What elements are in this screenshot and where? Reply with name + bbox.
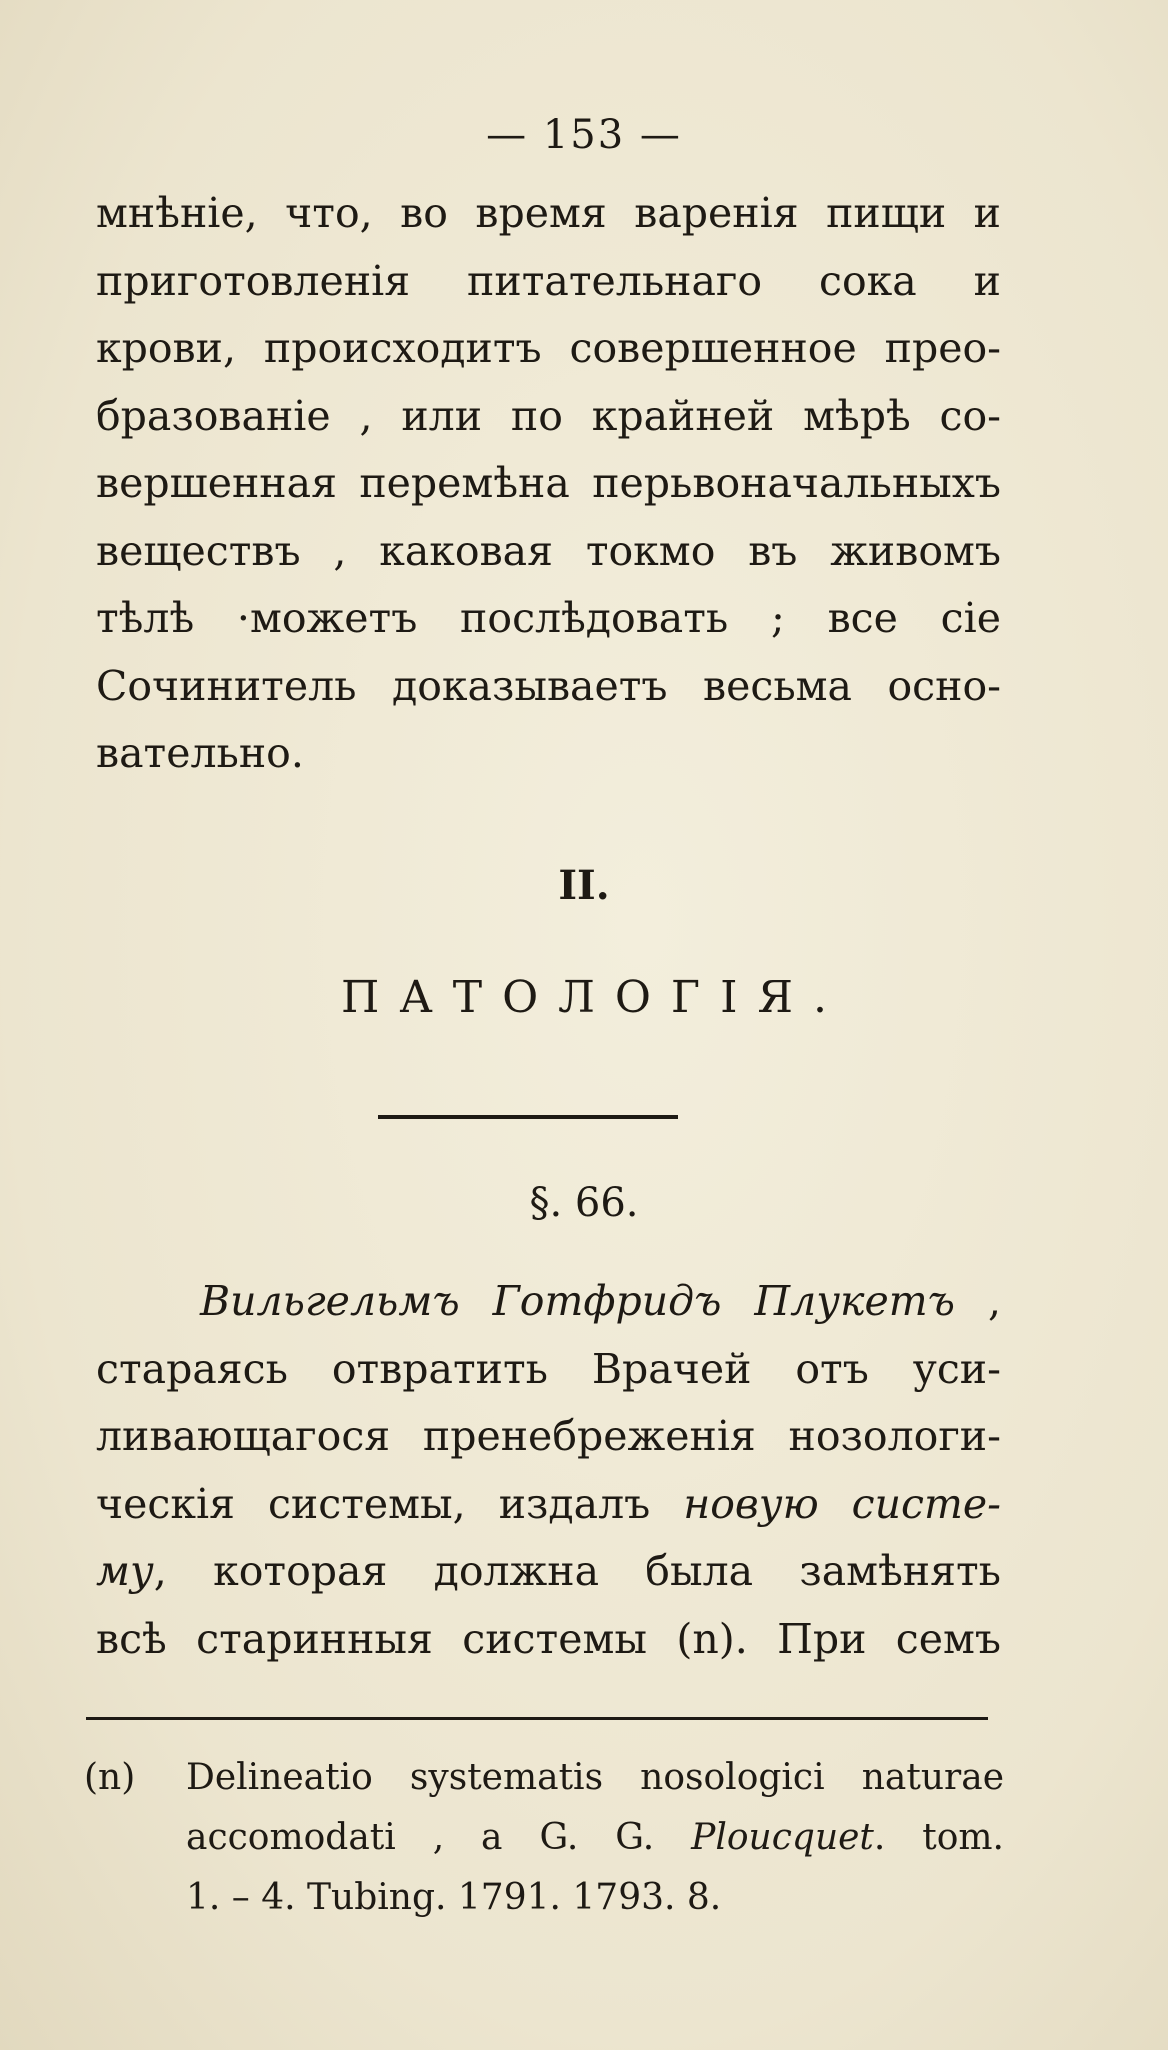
footnote-line: 1. – 4. Tubing. 1791. 1793. 8. (186, 1877, 722, 1918)
footnote-body (186, 1748, 1004, 1928)
paragraph-ploucquet (96, 1268, 1001, 1673)
text-line: ливающагося пренебреженія нозологи- (96, 1412, 1001, 1460)
footnote-line (186, 1808, 1004, 1868)
text-fragment: , которая должна была замѣнять (153, 1547, 1001, 1595)
footnote (84, 1748, 1004, 1928)
italic-fragment: му (96, 1547, 154, 1595)
text-line (96, 1471, 1001, 1539)
text-fragment: ческія системы, издалъ (96, 1479, 684, 1528)
text-line: крови, происходитъ совершенное прео- (96, 324, 1001, 372)
text-fragment: . tom. (873, 1817, 1004, 1858)
footnote-mark: (n) (84, 1757, 136, 1798)
text-line (96, 1538, 1001, 1606)
text-line (96, 1268, 1001, 1336)
section-number: II. (558, 862, 610, 909)
italic-fragment: новую систе- (683, 1479, 1002, 1528)
footnote-divider (86, 1717, 988, 1720)
author-name: Вильгельмъ Готфридъ Плукетъ (200, 1277, 955, 1325)
text-fragment: , (954, 1277, 1001, 1325)
text-line: Сочинитель доказываетъ весьма осно- (96, 661, 1001, 710)
text-line: вершенная перемѣна перьвоначальныхъ (96, 459, 1001, 507)
section-title: ПАТОЛОГІЯ. (341, 972, 847, 1023)
text-line: тѣлѣ ·можетъ послѣдовать ; все сіе (96, 594, 1001, 642)
footnote-line: Delineatio systematis nosologici naturae (186, 1757, 1004, 1798)
text-line: стараясь отвратить Врачей отъ уси- (96, 1344, 1001, 1393)
text-line: приготовленія питательнаго сока и (96, 256, 1001, 305)
text-line: веществъ , каковая токмо въ живомъ (96, 526, 1001, 575)
text-line: бразованіе , или по крайней мѣрѣ со- (96, 391, 1001, 440)
text-line: мнѣніе, что, во время варенія пищи и (96, 189, 1001, 237)
page-number: — 153 — (486, 112, 682, 158)
heading-divider (378, 1115, 678, 1119)
text-fragment: accomodati , a G. G. (186, 1817, 692, 1858)
subsection-mark: §. 66. (529, 1180, 639, 1226)
paragraph-physiology-conclusion (96, 180, 1001, 788)
text-line: всѣ старинныя системы (n). При семъ (96, 1614, 1001, 1663)
italic-fragment: Ploucquet (691, 1817, 874, 1858)
text-line: вательно. (96, 729, 304, 777)
